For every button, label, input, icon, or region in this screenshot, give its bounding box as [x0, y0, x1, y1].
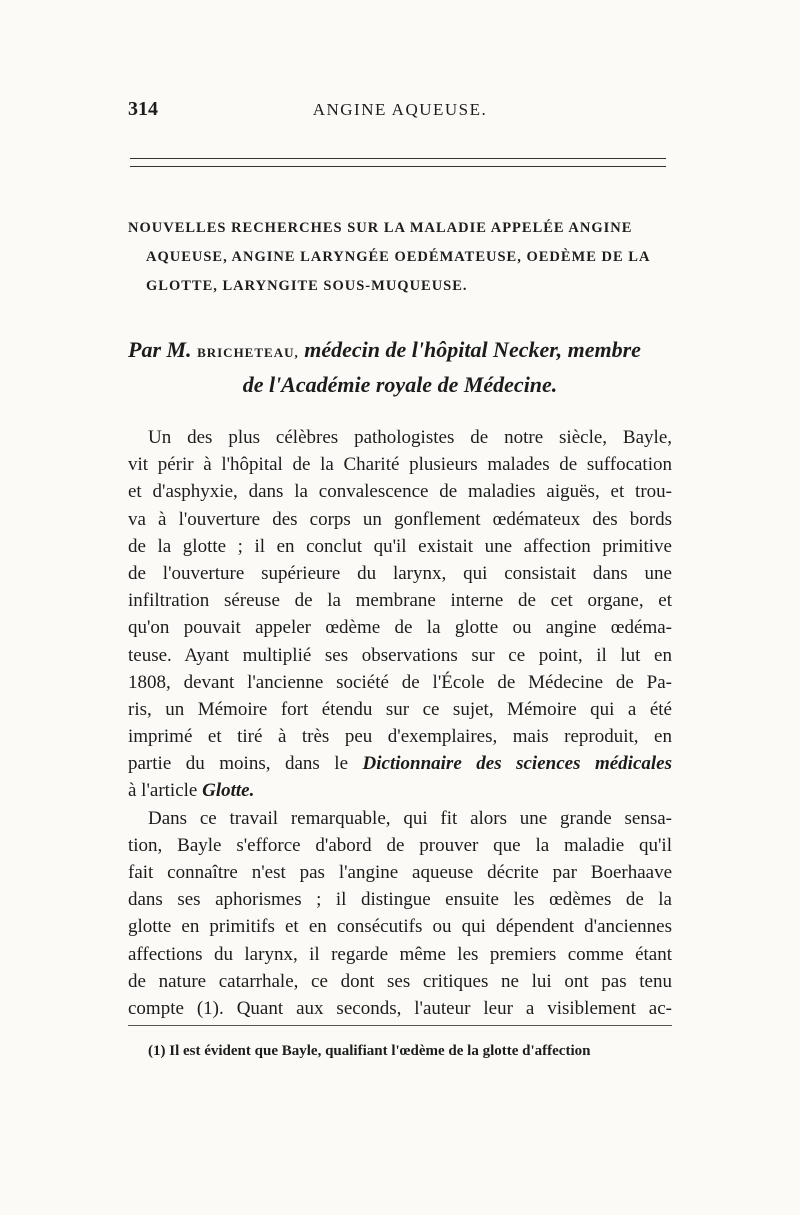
byline-affiliation: médecin de l'hôpital Necker, membre: [304, 337, 641, 362]
article-title: [128, 214, 672, 301]
header-rule-top: [130, 158, 666, 159]
text-line: glotte en primitifs et en consécutifs ou qui dépendent d'anciennes: [128, 916, 672, 938]
text-fragment: à l'article: [128, 780, 198, 802]
text-line: va à l'ouverture des corps un gonflement œdémateux des bords: [128, 508, 672, 530]
page-header: [0, 98, 800, 128]
title-line: AQUEUSE, ANGINE LARYNGÉE OEDÉMATEUSE, OEDÈME DE LA: [146, 249, 651, 265]
text-line: ris, un Mémoire fort étendu sur ce sujet, Mémoire qui a été: [128, 698, 672, 720]
text-line: 1808, devant l'ancienne société de l'École de Médecine de Pa-: [128, 671, 672, 693]
footnote-rule: [128, 1025, 672, 1026]
footnote: (1) Il est évident que Bayle, qualifiant l'œdème de la glotte d'affection: [148, 1043, 591, 1059]
title-line: GLOTTE, LARYNGITE SOUS-MUQUEUSE.: [146, 278, 468, 294]
running-title: ANGINE AQUEUSE.: [312, 100, 488, 119]
text-line: de nature catarrhale, ce dont ses critiques ne lui ont pas tenu: [128, 970, 672, 992]
text-line: teuse. Ayant multiplié ses observations sur ce point, il lut en: [128, 644, 672, 666]
text-line: imprimé et tiré à très peu d'exemplaires, mais reproduit, en: [128, 726, 672, 748]
byline: [128, 334, 672, 401]
text-line: de la glotte ; il en conclut qu'il existait une affection primitive: [128, 535, 672, 557]
title-line: NOUVELLES RECHERCHES SUR LA MALADIE APPELÉE ANGINE: [128, 220, 633, 236]
article-reference: Glotte.: [202, 780, 255, 802]
text-line: fait connaître n'est pas l'angine aqueuse décrite par Boerhaave: [128, 862, 672, 883]
text-line: infiltration séreuse de la membrane interne de cet organe, et: [128, 590, 672, 612]
text-fragment: partie du moins, dans le: [128, 753, 349, 775]
text-line: qu'on pouvait appeler œdème de la glotte ou angine œdéma-: [128, 617, 672, 639]
dictionary-title: Dictionnaire des sciences médicales: [362, 753, 672, 775]
page-number: 314: [128, 98, 158, 120]
text-line: Dans ce travail remarquable, qui fit alors une grande sensa-: [148, 807, 672, 829]
text-line: et d'asphyxie, dans la convalescence de maladies aiguës, et trou-: [128, 481, 672, 503]
text-line: tion, Bayle s'efforce d'abord de prouver que la maladie qu'il: [128, 834, 672, 856]
text-line: [128, 750, 672, 777]
text-line: [128, 777, 672, 804]
text-line: affections du larynx, il regarde même les premiers comme étant: [128, 943, 672, 965]
header-rule-bottom: [130, 166, 666, 167]
byline-line-1: [128, 334, 672, 369]
text-line: de l'ouverture supérieure du larynx, qui consistait dans une: [128, 562, 672, 584]
author-name: BRICHETEAU,: [197, 345, 299, 360]
text-line: vit périr à l'hôpital de la Charité plusieurs malades de suffocation: [128, 454, 672, 476]
text-line: Un des plus célèbres pathologistes de notre siècle, Bayle,: [148, 427, 672, 448]
text-line: compte (1). Quant aux seconds, l'auteur leur a visiblement ac-: [128, 997, 672, 1019]
article-body: [128, 424, 672, 1022]
text-line: dans ses aphorismes ; il distingue ensuite les œdèmes de la: [128, 889, 672, 911]
byline-prefix: Par M.: [128, 337, 192, 362]
byline-line-2: de l'Académie royale de Médecine.: [242, 372, 558, 397]
